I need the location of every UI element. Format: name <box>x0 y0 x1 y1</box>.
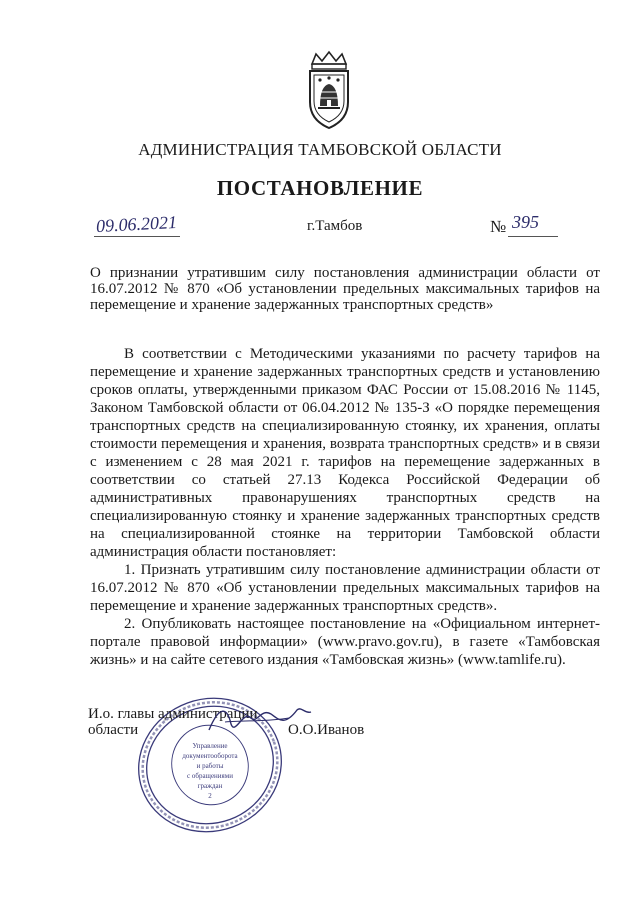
date-underline <box>94 236 180 237</box>
stamp-line-1: Управление <box>192 742 228 750</box>
stamp-line-5: граждан <box>197 782 223 790</box>
document-date: 09.06.2021 <box>95 211 178 237</box>
document-city: г.Тамбов <box>307 218 363 234</box>
item-2-paragraph: 2. Опубликовать настоящее постановление на «Официальном интернет-портале правовой информации» (www.pravo.gov.ru), в газете «Тамбовская жизнь» и на сайте сетевого издания «Тамбовская жизнь» (www.tamlife.ru). <box>90 616 600 668</box>
number-label: № <box>490 217 507 236</box>
signatory-position-line-1: И.о. главы администрации <box>88 706 258 722</box>
coat-of-arms-icon <box>298 50 360 130</box>
stamp-line-3: и работы <box>196 762 224 770</box>
preamble-paragraph: В соответствии с Методическими указаниями по расчету тарифов на перемещение и хранение задержанных транспортных средств и установлению сроков оплаты, утвержденными приказом ФАС России от 15.08.2016 № 1145, Законом Тамбовской области от 06.04.2012 № 135-З «О порядке перемещения транспортных средств на специализированную стоянку, их хранения, оплаты стоимости перемещения и хранения, возврата транспортных средств» и в связи с изменением с 28 мая 2021 г. тарифов на перемещение задержанных в соответствии со статьей 27.13 Кодекса Российской Федерации об административных правонарушениях транспортных средств на специализированную стоянку и хранение задержанных транспортных средств на специализированной стоянке на территории Тамбовской области администрация области постановляет: <box>90 346 600 560</box>
signatory-name: О.О.Иванов <box>288 722 365 738</box>
stamp-line-2: документооборота <box>182 752 238 760</box>
stamp-line-4: с обращениями <box>187 772 233 780</box>
signatory-position-line-2: области <box>88 722 139 738</box>
item-1-paragraph: 1. Признать утратившим силу постановление администрации области от 16.07.2012 № 870 «Об установлении предельных максимальных тарифов на перемещение и хранение задержанных транспортных средств». <box>90 562 600 614</box>
document-subject: О признании утратившим силу постановления администрации области от 16.07.2012 № 870 «Об установлении предельных максимальных тарифов на перемещение и хранение задержанных транспортных средств» <box>90 265 600 313</box>
number-underline <box>508 236 558 237</box>
document-type-title: ПОСТАНОВЛЕНИЕ <box>216 176 424 200</box>
document-number: 395 <box>512 212 539 232</box>
organization-name: АДМИНИСТРАЦИЯ ТАМБОВСКОЙ ОБЛАСТИ <box>138 140 502 159</box>
document-body <box>90 345 600 669</box>
stamp-number: 2 <box>208 792 212 800</box>
